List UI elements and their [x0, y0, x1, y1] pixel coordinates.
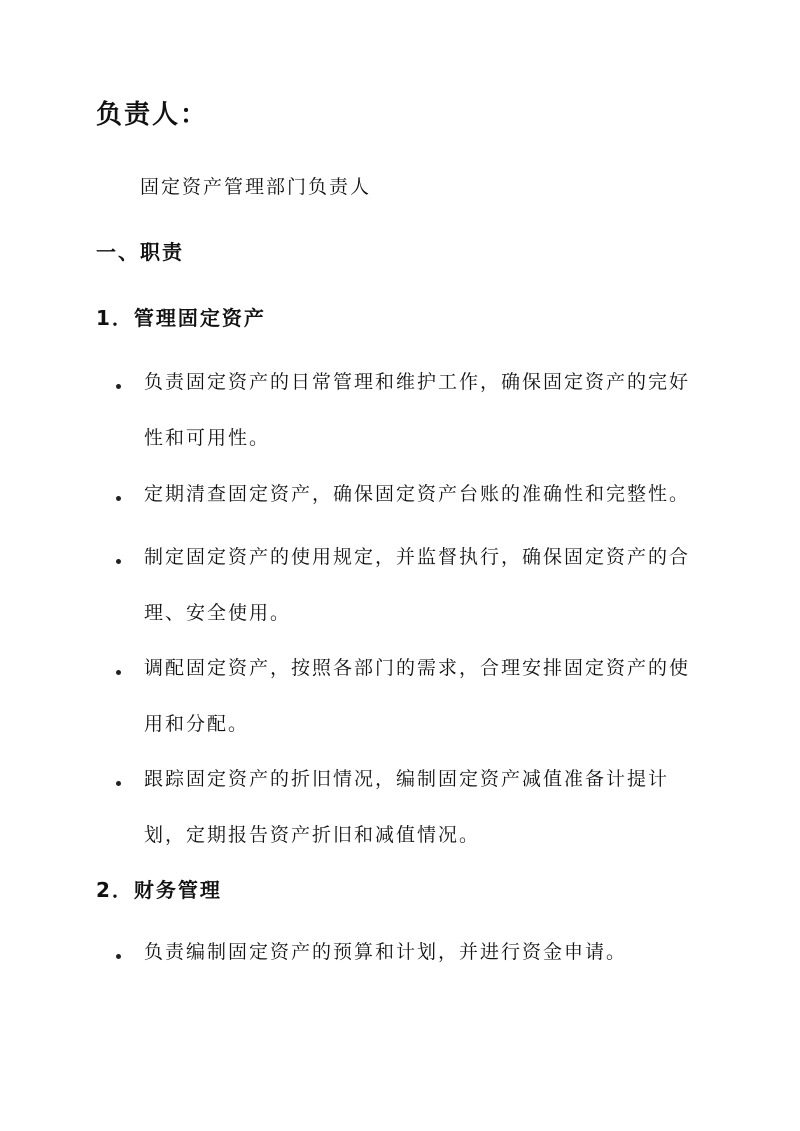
list-item	[116, 482, 696, 522]
list-item-text: 定期清查固定资产，确保固定资产台账的准确性和完整性。	[144, 483, 691, 505]
document-title: 负责人：	[96, 100, 209, 130]
bullet-icon	[116, 559, 121, 564]
list-item	[116, 940, 696, 980]
bullet-icon	[116, 781, 121, 786]
list-item-text: 负责固定资产的日常管理和维护工作，确保固定资产的完好性和可用性。	[144, 371, 691, 449]
list-item	[116, 370, 696, 466]
list-item	[116, 545, 696, 641]
list-item	[116, 656, 696, 752]
list-item-text: 负责编制固定资产的预算和计划，并进行资金申请。	[144, 941, 628, 963]
bullet-icon	[116, 670, 121, 675]
bullet-icon	[116, 954, 121, 959]
section-heading-duties: 一、职责	[96, 240, 184, 264]
list-item-text: 调配固定资产，按照各部门的需求，合理安排固定资产的使用和分配。	[144, 657, 691, 735]
subsection-heading-financial-management: 2．财务管理	[96, 878, 222, 902]
list-item-text: 跟踪固定资产的折旧情况，编制固定资产减值准备计提计划，定期报告资产折旧和减值情况。	[144, 768, 670, 846]
bullet-icon	[116, 496, 121, 501]
list-item	[116, 767, 696, 863]
subsection-heading-asset-management: 1．管理固定资产	[96, 306, 266, 330]
role-text: 固定资产管理部门负责人	[140, 176, 372, 198]
bullet-icon	[116, 384, 121, 389]
list-item-text: 制定固定资产的使用规定，并监督执行，确保固定资产的合理、安全使用。	[144, 546, 691, 624]
